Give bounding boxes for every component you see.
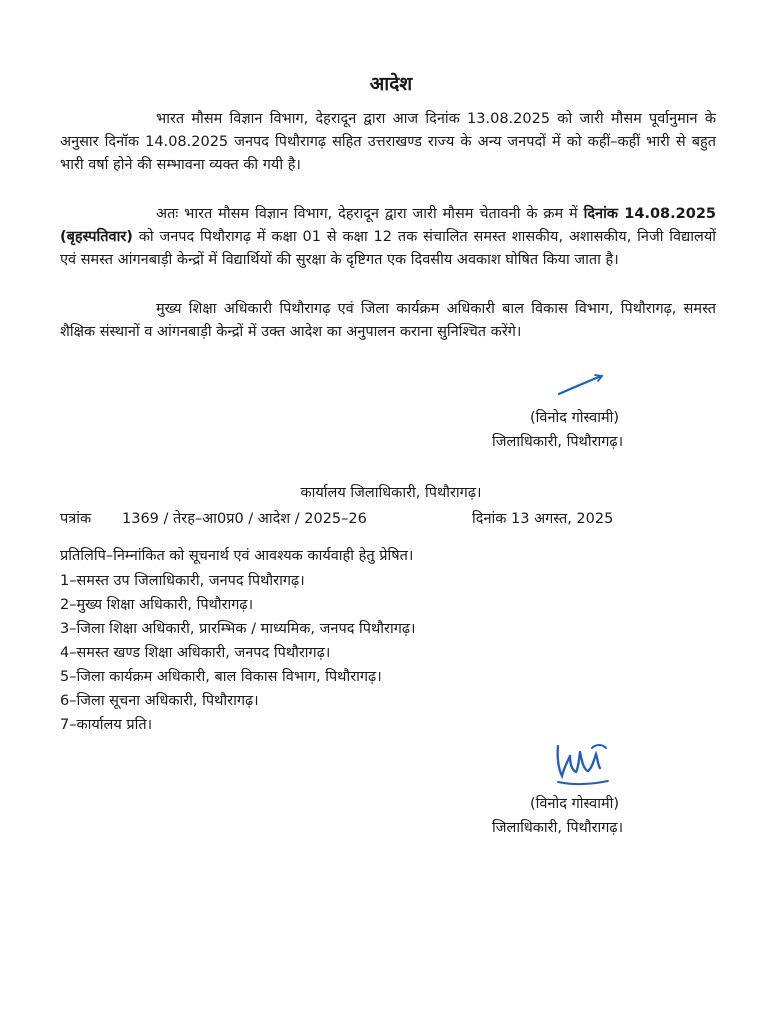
reference-label: पत्रांक bbox=[60, 511, 92, 527]
order-paragraph-3 bbox=[60, 298, 716, 344]
copy-list bbox=[60, 569, 700, 737]
copy-list-item: 5–जिला कार्यक्रम अधिकारी, बाल विकास विभाग, पिथौरागढ़। bbox=[60, 669, 382, 685]
signatory-name: (विनोद गोस्वामी) bbox=[530, 796, 620, 812]
order-paragraph-1 bbox=[60, 108, 716, 177]
signatory-designation: जिलाधिकारी, पिथौरागढ़। bbox=[492, 820, 624, 836]
reference-date: दिनांक 13 अगस्त, 2025 bbox=[472, 511, 614, 527]
office-heading: कार्यालय जिलाधिकारी, पिथौरागढ़। bbox=[300, 485, 482, 501]
copy-heading: प्रतिलिपि–निम्नांकित को सूचनार्थ एवं आवश्यक कार्यवाही हेतु प्रेषित। bbox=[60, 548, 414, 564]
signature-mark-1 bbox=[556, 372, 606, 398]
copy-list-item: 4–समस्त खण्ड शिक्षा अधिकारी, जनपद पिथौरागढ़। bbox=[60, 645, 331, 661]
order-paragraph-3-text: मुख्य शिक्षा अधिकारी पिथौरागढ़ एवं जिला कार्यक्रम अधिकारी बाल विकास विभाग, पिथौरागढ़, समस्त शैक्षिक संस्थानों व आंगनबाड़ी केन्द्रों में उक्त आदेश का अनुपालन कराना सुनिश्चित करेंगे। bbox=[60, 301, 716, 340]
order-paragraph-2-prefix: अतः भारत मौसम विज्ञान विभाग, देहरादून द्वारा जारी मौसम चेतावनी के क्रम में bbox=[156, 206, 578, 222]
signatory-designation: जिलाधिकारी, पिथौरागढ़। bbox=[492, 434, 624, 450]
reference-number: 1369 / तेरह–आ0प्र0 / आदेश / 2025–26 bbox=[122, 511, 367, 527]
copy-list-item: 6–जिला सूचना अधिकारी, पिथौरागढ़। bbox=[60, 693, 259, 709]
copy-list-item: 7–कार्यालय प्रति। bbox=[60, 717, 153, 733]
copy-list-item: 3–जिला शिक्षा अधिकारी, प्रारम्भिक / माध्यमिक, जनपद पिथौरागढ़। bbox=[60, 621, 416, 637]
signature-block-2 bbox=[492, 792, 722, 840]
copy-list-item: 1–समस्त उप जिलाधिकारी, जनपद पिथौरागढ़। bbox=[60, 573, 305, 589]
copy-distribution bbox=[60, 544, 700, 737]
order-paragraph-2 bbox=[60, 203, 716, 272]
order-paragraph-1-text: भारत मौसम विज्ञान विभाग, देहरादून द्वारा आज दिनांक 13.08.2025 को जारी मौसम पूर्वानुमान के अनुसार दिनॉक 14.08.2025 जनपद पिथौरागढ़ सहित उत्तराखण्ड राज्य के अन्य जनपदों में को कहीं–कहीं भारी से बहुत भारी वर्षा होने की सम्भावना व्यक्त की गयी है। bbox=[60, 111, 716, 173]
copy-list-item: 2–मुख्य शिक्षा अधिकारी, पिथौरागढ़। bbox=[60, 597, 254, 613]
order-title: आदेश bbox=[369, 73, 413, 95]
order-paragraph-2-suffix: को जनपद पिथौरागढ़ में कक्षा 01 से कक्षा 12 तक संचालित समस्त शासकीय, अशासकीय, निजी विद्यालयों एवं समस्त आंगनबाड़ी केन्द्रों में विद्यार्थियों की सुरक्षा के दृष्टिगत एक दिवसीय अवकाश घोषित किया जाता है। bbox=[60, 229, 716, 268]
signature-mark-2 bbox=[552, 738, 612, 790]
reference-line bbox=[60, 508, 700, 528]
signatory-name: (विनोद गोस्वामी) bbox=[530, 410, 620, 426]
signature-block-1 bbox=[492, 406, 722, 454]
order-holiday-date: दिनांक 14.08.2025 (बृहस्पतिवार) bbox=[60, 206, 716, 245]
